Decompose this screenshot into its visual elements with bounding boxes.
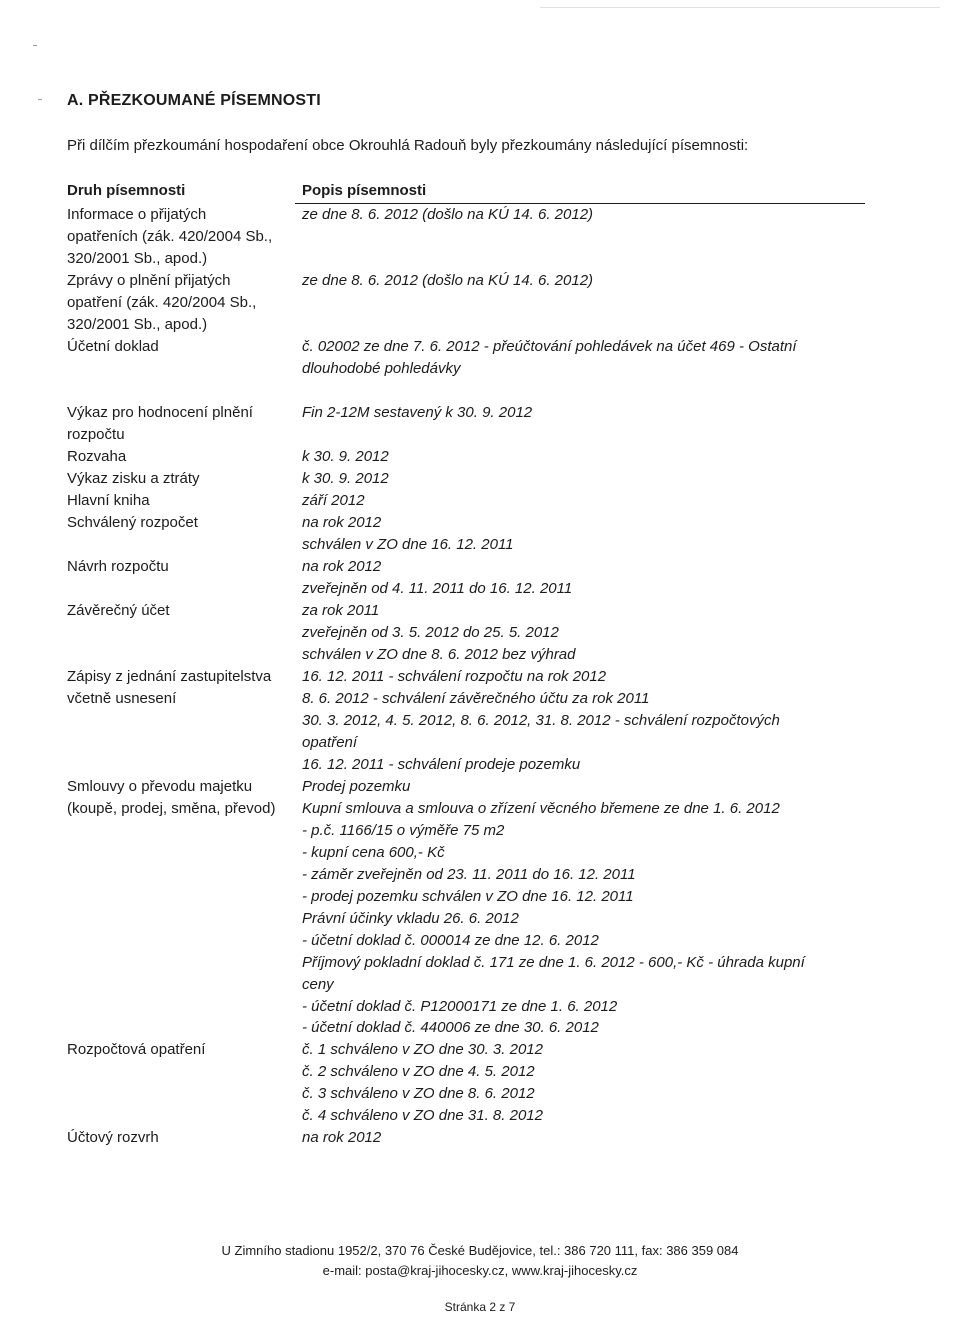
doc-description-line: č. 1 schváleno v ZO dne 30. 3. 2012 — [302, 1041, 543, 1058]
column-header-type: Druh písemnosti — [67, 182, 186, 199]
doc-description-line: 16. 12. 2011 - schválení prodeje pozemku — [302, 756, 581, 773]
doc-description-line: schválen v ZO dne 16. 12. 2011 — [302, 536, 514, 553]
doc-type-line: Účetní doklad — [67, 338, 159, 355]
doc-type-line: 320/2001 Sb., apod.) — [67, 316, 208, 333]
doc-description-line: ze dne 8. 6. 2012 (došlo na KÚ 14. 6. 2012) — [302, 272, 594, 289]
doc-type-line: Schválený rozpočet — [67, 514, 198, 531]
doc-description-line: na rok 2012 — [302, 558, 382, 575]
doc-type-line: Smlouvy o převodu majetku — [67, 778, 253, 795]
intro-text: Při dílčím přezkoumání hospodaření obce Okrouhlá Radouň byly přezkoumány následující písemnosti: — [67, 137, 749, 154]
doc-type-line: Zápisy z jednání zastupitelstva — [67, 668, 272, 685]
doc-description-line: Fin 2-12M sestavený k 30. 9. 2012 — [302, 404, 533, 421]
doc-description-line: dlouhodobé pohledávky — [302, 360, 461, 377]
doc-type-line: opatřeních (zák. 420/2004 Sb., — [67, 228, 273, 245]
doc-description-line: 8. 6. 2012 - schválení závěrečného účtu za rok 2011 — [302, 690, 650, 707]
doc-description-line: za rok 2011 — [302, 602, 380, 619]
doc-description-line: - účetní doklad č. P12000171 ze dne 1. 6. 2012 — [302, 998, 618, 1015]
doc-type-line: Rozvaha — [67, 448, 127, 465]
doc-description-line: - prodej pozemku schválen v ZO dne 16. 12. 2011 — [302, 888, 634, 905]
doc-description-line: - účetní doklad č. 440006 ze dne 30. 6. 2012 — [302, 1019, 599, 1036]
doc-type-line: Výkaz zisku a ztráty — [67, 470, 200, 487]
doc-type-line: opatření (zák. 420/2004 Sb., — [67, 294, 257, 311]
doc-description-line: Prodej pozemku — [302, 778, 411, 795]
section-title: A. PŘEZKOUMANÉ PÍSEMNOSTI — [67, 92, 321, 109]
doc-type-line: Účtový rozvrh — [67, 1129, 159, 1146]
scan-speck — [33, 45, 37, 46]
doc-description-line: opatření — [302, 734, 358, 751]
footer-contact: e-mail: posta@kraj-jihocesky.cz, www.kraj-jihocesky.cz — [322, 1263, 638, 1278]
doc-description-line: č. 4 schváleno v ZO dne 31. 8. 2012 — [302, 1107, 543, 1124]
doc-description-line: na rok 2012 — [302, 514, 382, 531]
doc-description-line: na rok 2012 — [302, 1129, 382, 1146]
doc-description-line: - záměr zveřejněn od 23. 11. 2011 do 16. 12. 2011 — [302, 866, 636, 883]
header-rule — [295, 203, 865, 204]
column-header-description: Popis písemnosti — [302, 182, 427, 199]
doc-description-line: č. 02002 ze dne 7. 6. 2012 - přeúčtování pohledávek na účet 469 - Ostatní — [302, 338, 797, 355]
doc-description-line: 16. 12. 2011 - schválení rozpočtu na rok 2012 — [302, 668, 607, 685]
page-number: Stránka 2 z 7 — [444, 1300, 516, 1314]
doc-description-line: - kupní cena 600,- Kč — [302, 844, 445, 861]
doc-type-line: Zprávy o plnění přijatých — [67, 272, 231, 289]
doc-description-line: ze dne 8. 6. 2012 (došlo na KÚ 14. 6. 2012) — [302, 206, 594, 223]
doc-description-line: schválen v ZO dne 8. 6. 2012 bez výhrad — [302, 646, 576, 663]
scan-speck — [38, 99, 42, 100]
doc-description-line: Právní účinky vkladu 26. 6. 2012 — [302, 910, 519, 927]
doc-description-line: Příjmový pokladní doklad č. 171 ze dne 1. 6. 2012 - 600,- Kč - úhrada kupní — [302, 954, 805, 971]
doc-type-line: Hlavní kniha — [67, 492, 150, 509]
scan-top-edge — [540, 7, 940, 8]
doc-type-line: Závěrečný účet — [67, 602, 170, 619]
doc-description-line: září 2012 — [302, 492, 365, 509]
doc-type-line: Informace o přijatých — [67, 206, 207, 223]
doc-type-line: rozpočtu — [67, 426, 125, 443]
doc-description-line: - účetní doklad č. 000014 ze dne 12. 6. 2012 — [302, 932, 599, 949]
doc-type-line: Rozpočtová opatření — [67, 1041, 206, 1058]
doc-description-line: ceny — [302, 976, 334, 993]
doc-type-line: včetně usnesení — [67, 690, 177, 707]
doc-type-line: Výkaz pro hodnocení plnění — [67, 404, 253, 421]
doc-description-line: č. 2 schváleno v ZO dne 4. 5. 2012 — [302, 1063, 535, 1080]
doc-type-line: Návrh rozpočtu — [67, 558, 169, 575]
doc-description-line: k 30. 9. 2012 — [302, 448, 389, 465]
doc-description-line: zveřejněn od 4. 11. 2011 do 16. 12. 2011 — [302, 580, 573, 597]
doc-description-line: zveřejněn od 3. 5. 2012 do 25. 5. 2012 — [302, 624, 559, 641]
doc-description-line: 30. 3. 2012, 4. 5. 2012, 8. 6. 2012, 31. 8. 2012 - schválení rozpočtových — [302, 712, 780, 729]
doc-description-line: č. 3 schváleno v ZO dne 8. 6. 2012 — [302, 1085, 535, 1102]
doc-description-line: k 30. 9. 2012 — [302, 470, 389, 487]
doc-description-line: Kupní smlouva a smlouva o zřízení věcného břemene ze dne 1. 6. 2012 — [302, 800, 780, 817]
footer-address: U Zimního stadionu 1952/2, 370 76 České Budějovice, tel.: 386 720 111, fax: 386 359 084 — [221, 1243, 739, 1258]
doc-type-line: (koupě, prodej, směna, převod) — [67, 800, 276, 817]
doc-description-line: - p.č. 1166/15 o výměře 75 m2 — [302, 822, 505, 839]
doc-type-line: 320/2001 Sb., apod.) — [67, 250, 208, 267]
